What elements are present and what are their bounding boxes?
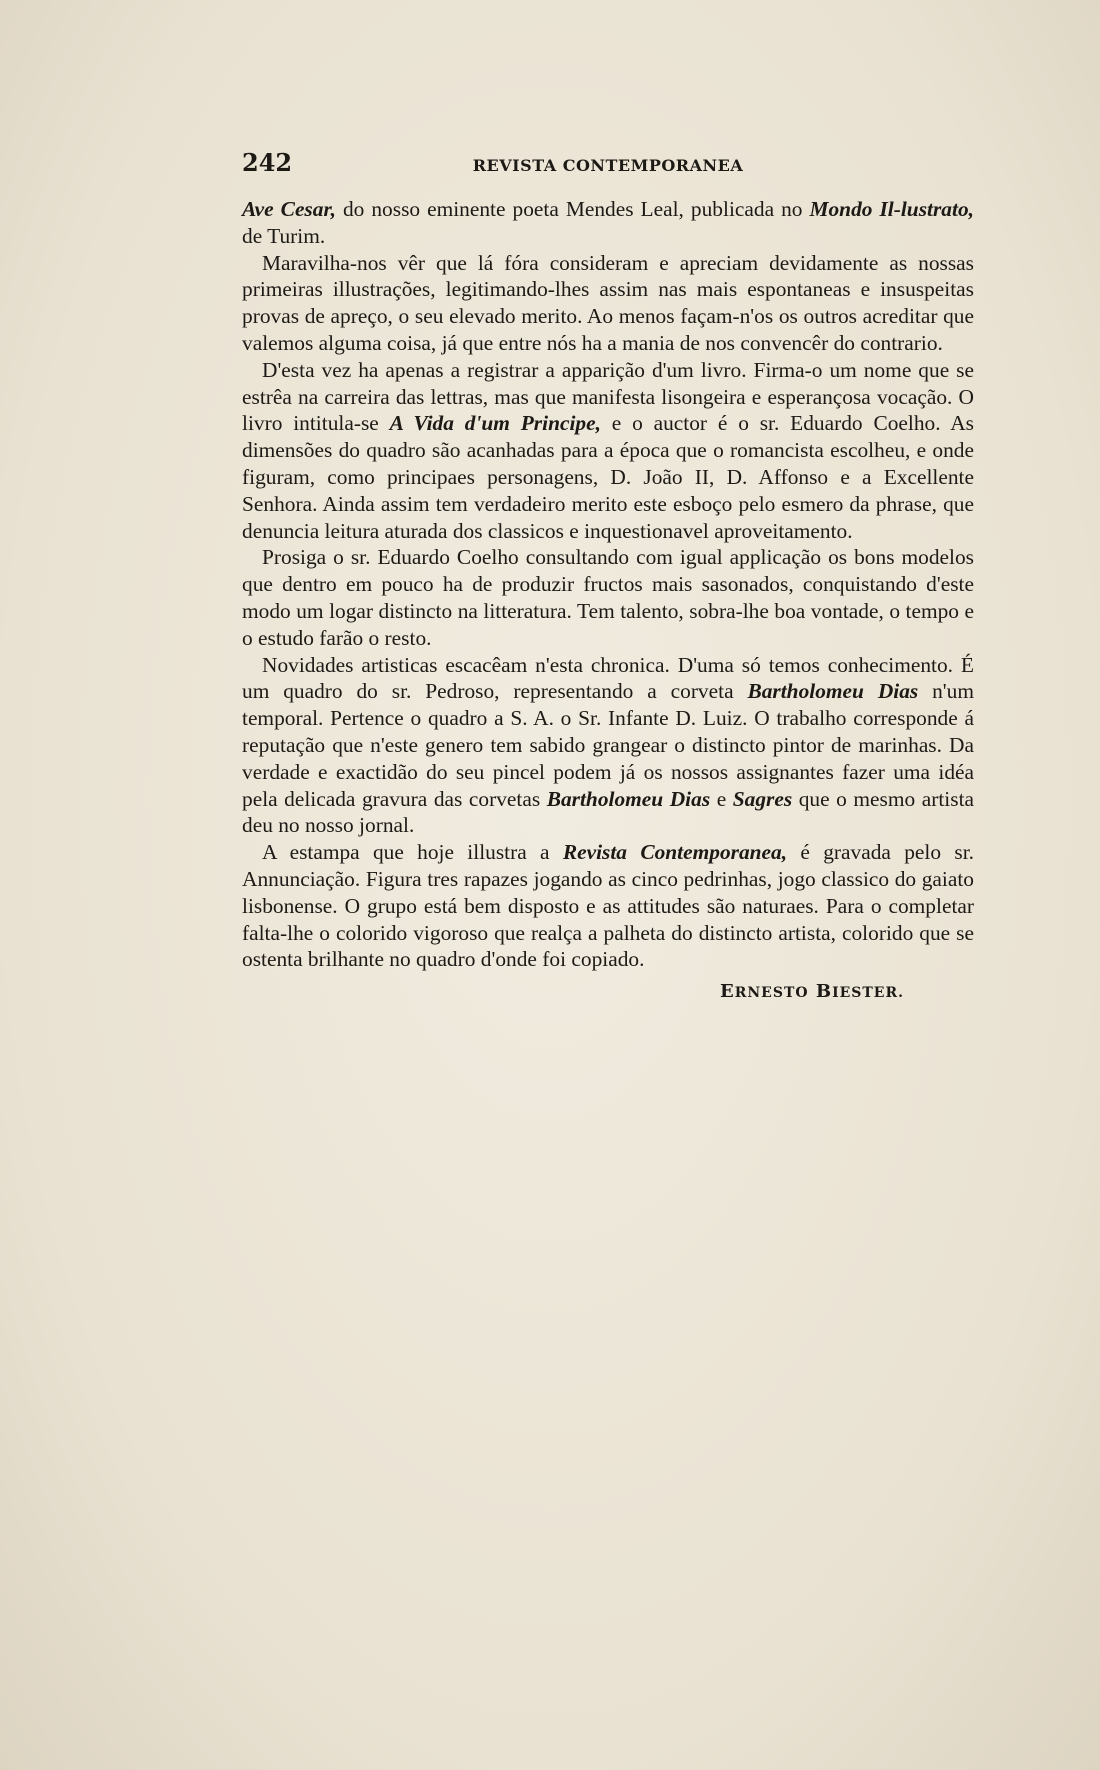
- page-header: [242, 148, 974, 180]
- paragraph-4: Prosiga o sr. Eduardo Coelho consultando com igual applicação os bons modelos que dentro em pouco ha de produzir fructos mais sasonados, conquistando d'este modo um logar distincto na litteratura. Tem talento, sobra-lhe boa vontade, o tempo e o estudo farão o resto.: [242, 545, 974, 650]
- paragraph-2: Maravilha-nos vêr que lá fóra consideram e apreciam devidamente as nossas primeiras illustrações, legitimando-lhes assim nas mais espontaneas e insuspeitas provas de apreço, o seu elevado merito. Ao menos façam-n'os os outros acreditar que valemos alguma coisa, já que entre nós ha a mania de nos convencêr do contrario.: [242, 250, 974, 355]
- ship-name: Sagres: [732, 786, 793, 811]
- article-body: [242, 196, 974, 1007]
- page-number: 242: [242, 148, 293, 177]
- paragraph-5: Novidades artisticas escacêam n'esta chronica. D'uma só temos conhecimento. É um quadro do sr. Pedroso, representando a corveta Bartholomeu Dias n'um temporal. Pertence o quadro a S. A. o Sr. Infante D. Luiz. O trabalho corresponde á reputação que n'este genero tem sabido grangear o distincto pintor de marinhas. Da verdade e exactidão do seu pincel podem já os nossos assignantes fazer uma idéa pela delicada gravura das corvetas Bartholomeu Dias e Sagres que o mesmo artista deu no nosso jornal.: [242, 652, 975, 838]
- paragraph-6: A estampa que hoje illustra a Revista Contemporanea, é gravada pelo sr. Annunciação. Figura tres rapazes jogando as cinco pedrinhas, jogo classico do gaiato lisbonense. O grupo está bem disposto e as attitudes são naturaes. Para o completar falta-lhe o colorido vigoroso que realça a palheta do distincto artista, colorido que se ostenta brilhante no quadro d'onde foi copiado.: [242, 840, 974, 972]
- paragraph-3: D'esta vez ha apenas a registrar a apparição d'um livro. Firma-o um nome que se estrêa na carreira das lettras, mas que manifesta lisongeira e esperançosa vocação. O livro intitula-se A Vida d'um Principe, e o auctor é o sr. Eduardo Coelho. As dimensões do quadro são acanhadas para a época que o romancista escolheu, e onde figuram, como principaes personagens, D. João II, D. Affonso e a Excellente Senhora. Ainda assim tem verdadeiro merito este esboço pelo esmero da phrase, que denuncia leitura aturada dos classicos e inquestionavel aproveitamento.: [242, 357, 974, 543]
- journal-title: Revista Contemporanea,: [562, 840, 788, 865]
- author-signature: ERNESTO BIESTER.: [720, 981, 904, 1003]
- ship-name: Bartholomeu Dias: [546, 786, 711, 811]
- ship-name: Bartholomeu Dias: [747, 679, 919, 704]
- work-title: Mondo Il-lustrato,: [809, 197, 974, 221]
- work-title: Ave Cesar,: [242, 197, 336, 221]
- paragraph-1: Ave Cesar, do nosso eminente poeta Mendes Leal, publicada no Mondo Il-lustrato, de Turim.: [242, 197, 974, 248]
- book-title: A Vida d'um Principe,: [389, 411, 601, 436]
- running-head: REVISTA CONTEMPORANEA: [472, 156, 744, 175]
